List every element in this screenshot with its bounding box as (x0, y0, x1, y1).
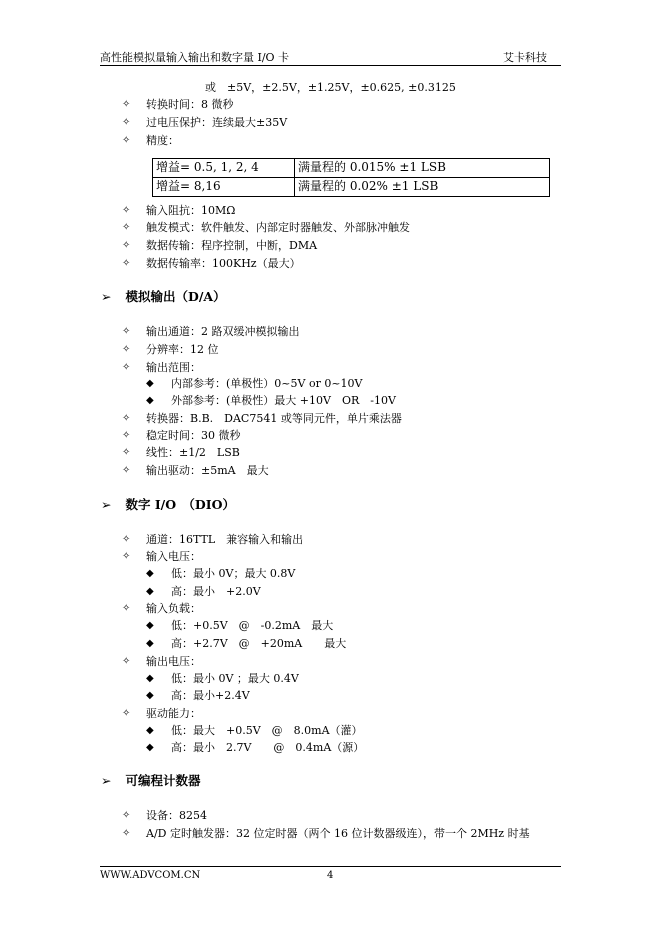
diamond-outline-icon: ✧ (122, 362, 131, 373)
list-item: 转换器：B.B. DAC7541 或等同元件，单片乘法器 (146, 412, 402, 425)
diamond-filled-icon: ◆ (146, 690, 154, 701)
diamond-filled-icon: ◆ (146, 742, 154, 753)
list-item: 外部参考：(单极性）最大 +10V OR -10V (171, 394, 396, 407)
diamond-outline-icon: ✧ (122, 240, 131, 251)
diamond-filled-icon: ◆ (146, 395, 154, 406)
diamond-outline-icon: ✧ (122, 99, 131, 110)
diamond-filled-icon: ◆ (146, 568, 154, 579)
table-row (153, 178, 550, 197)
diamond-filled-icon: ◆ (146, 638, 154, 649)
header-title: 高性能模拟量输入输出和数字量 I/O 卡 (100, 51, 290, 64)
table-cell: 增益= 0.5, 1, 2, 4 (153, 159, 295, 178)
list-item: 低：最小 0V；最大 0.8V (171, 567, 296, 580)
list-item: 驱动能力： (146, 707, 201, 720)
footer-url: WWW.ADVCOM.CN (100, 870, 201, 881)
list-item: 触发模式：软件触发、内部定时器触发、外部脉冲触发 (146, 221, 410, 234)
list-item: 高：最小 +2.0V (171, 585, 261, 598)
diamond-filled-icon: ◆ (146, 620, 154, 631)
diamond-outline-icon: ✧ (122, 344, 131, 355)
list-item: 精度： (146, 134, 179, 147)
diamond-outline-icon: ✧ (122, 413, 131, 424)
list-item: 设备：8254 (146, 809, 207, 822)
list-item: A/D 定时触发器：32 位定时器（两个 16 位计数器级连），带一个 2MHz 时基 (146, 827, 530, 840)
diamond-filled-icon: ◆ (146, 378, 154, 389)
section-heading-dio (101, 497, 235, 513)
table-row (153, 159, 550, 178)
list-item: 输出驱动：±5mA 最大 (146, 464, 269, 477)
list-item: 低：最大 +0.5V @ 8.0mA（灌） (171, 724, 363, 737)
precision-table (152, 158, 550, 197)
diamond-outline-icon: ✧ (122, 810, 131, 821)
list-item: 低：+0.5V @ -0.2mA 最大 (171, 619, 334, 632)
list-item: 分辨率：12 位 (146, 343, 219, 356)
list-item: 数据传输率：100KHz（最大） (146, 257, 301, 270)
list-item: 输入负载： (146, 602, 201, 615)
diamond-outline-icon: ✧ (122, 828, 131, 839)
section-title: 数字 I/O （DIO） (125, 497, 235, 512)
diamond-outline-icon: ✧ (122, 258, 131, 269)
diamond-outline-icon: ✧ (122, 708, 131, 719)
list-item: 通道：16TTL 兼容输入和输出 (146, 533, 304, 546)
list-item: 内部参考：(单极性）0~5V or 0~10V (171, 377, 363, 390)
list-item: 过电压保护：连续最大±35V (146, 116, 288, 129)
table-cell: 满量程的 0.02% ±1 LSB (295, 178, 550, 197)
diamond-outline-icon: ✧ (122, 534, 131, 545)
list-item: 线性：±1/2 LSB (146, 446, 240, 459)
diamond-filled-icon: ◆ (146, 725, 154, 736)
section-heading-counter (101, 773, 201, 789)
section-title: 可编程计数器 (125, 773, 201, 788)
section-title: 模拟输出（D/A） (125, 289, 226, 304)
diamond-outline-icon: ✧ (122, 465, 131, 476)
list-item: 稳定时间：30 微秒 (146, 429, 241, 442)
ai-range-continuation: 或 ±5V，±2.5V，±1.25V，±0.625, ±0.3125 (205, 81, 456, 94)
list-item: 低：最小 0V ；最大 0.4V (171, 672, 299, 685)
diamond-outline-icon: ✧ (122, 656, 131, 667)
diamond-outline-icon: ✧ (122, 205, 131, 216)
diamond-outline-icon: ✧ (122, 326, 131, 337)
list-item: 输出范围： (146, 361, 201, 374)
diamond-outline-icon: ✧ (122, 222, 131, 233)
diamond-outline-icon: ✧ (122, 603, 131, 614)
table-cell: 满量程的 0.015% ±1 LSB (295, 159, 550, 178)
list-item: 输入阻抗：10MΩ (146, 204, 236, 217)
section-heading-da (101, 289, 226, 305)
diamond-filled-icon: ◆ (146, 673, 154, 684)
page-header (100, 49, 561, 66)
list-item: 输入电压： (146, 550, 201, 563)
header-company: 艾卡科技 (503, 51, 547, 64)
page-number: 4 (327, 870, 334, 881)
list-item: 高：最小 2.7V @ 0.4mA（源） (171, 741, 365, 754)
list-item: 输出通道：2 路双缓冲模拟输出 (146, 325, 300, 338)
list-item: 数据传输：程序控制，中断，DMA (146, 239, 318, 252)
arrowhead-icon: ➢ (101, 497, 112, 512)
diamond-outline-icon: ✧ (122, 117, 131, 128)
diamond-outline-icon: ✧ (122, 447, 131, 458)
diamond-outline-icon: ✧ (122, 135, 131, 146)
arrowhead-icon: ➢ (101, 289, 112, 304)
list-item: 高：+2.7V @ +20mA 最大 (171, 637, 347, 650)
list-item: 输出电压： (146, 655, 201, 668)
page-footer (100, 866, 561, 881)
diamond-outline-icon: ✧ (122, 430, 131, 441)
table-cell: 增益= 8,16 (153, 178, 295, 197)
list-item: 转换时间：8 微秒 (146, 98, 234, 111)
diamond-outline-icon: ✧ (122, 551, 131, 562)
arrowhead-icon: ➢ (101, 773, 112, 788)
diamond-filled-icon: ◆ (146, 586, 154, 597)
list-item: 高：最小+2.4V (171, 689, 250, 702)
